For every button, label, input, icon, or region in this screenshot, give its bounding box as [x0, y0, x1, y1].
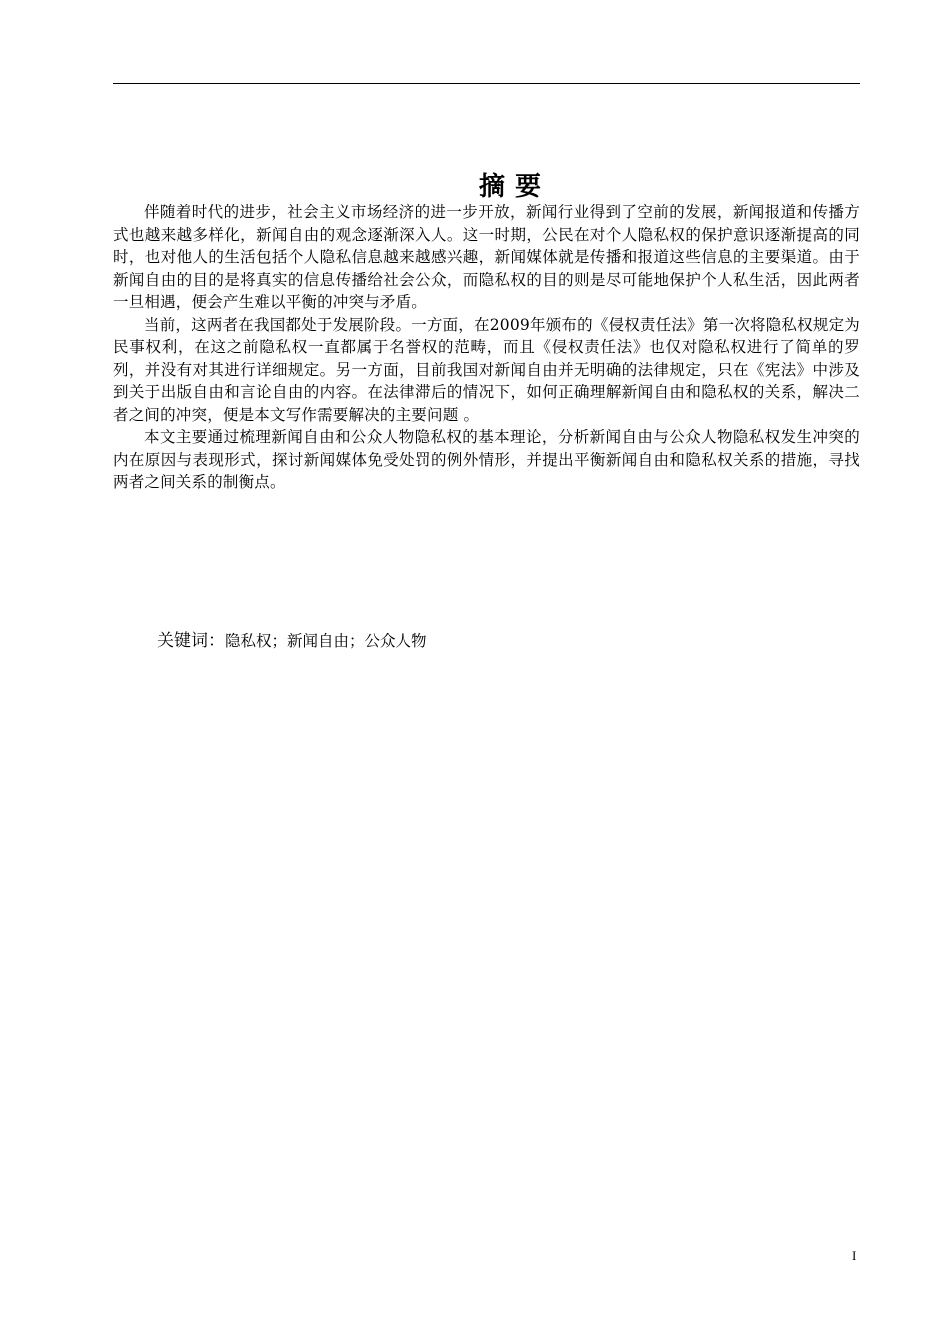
abstract-body — [113, 201, 860, 494]
abstract-paragraph-1: 伴随着时代的进步，社会主义市场经济的进一步开放，新闻行业得到了空前的发展，新闻报道和传播方式也越来越多样化，新闻自由的观念逐渐深入人。这一时期，公民在对个人隐私权的保护意识逐渐提高的同时，也对他人的生活包括个人隐私信息越来越感兴趣，新闻媒体就是传播和报道这些信息的主要渠道。由于新闻自由的目的是将真实的信息传播给社会公众，而隐私权的目的则是尽可能地保护个人私生活，因此两者一旦相遇，便会产生难以平衡的冲突与矛盾。 — [113, 203, 860, 311]
keywords-label: 关键词： — [157, 631, 225, 651]
abstract-paragraph-3: 本文主要通过梳理新闻自由和公众人物隐私权的基本理论，分析新闻自由与公众人物隐私权发生冲突的内在原因与表现形式，探讨新闻媒体免受处罚的例外情形，并提出平衡新闻自由和隐私权关系的措施，寻找两者之间关系的制衡点。 — [113, 428, 860, 491]
header-rule — [113, 83, 860, 84]
page-number: I — [852, 1248, 857, 1263]
abstract-paragraph-2: 当前，这两者在我国都处于发展阶段。一方面，在2009年颁布的《侵权责任法》第一次将隐私权规定为民事权利，在这之前隐私权一直都属于名誉权的范畴，而且《侵权责任法》也仅对隐私权进行了简单的罗列，并没有对其进行详细规定。另一方面，目前我国对新闻自由并无明确的法律规定，只在《宪法》中涉及到关于出版自由和言论自由的内容。在法律滞后的情况下，如何正确理解新闻自由和隐私权的关系，解决二者之间的冲突，便是本文写作需要解决的主要问题 。 — [113, 315, 860, 424]
keywords-value: 隐私权；新闻自由；公众人物 — [225, 632, 427, 650]
keywords-line — [157, 628, 427, 654]
page-title: 摘要 — [478, 172, 551, 203]
